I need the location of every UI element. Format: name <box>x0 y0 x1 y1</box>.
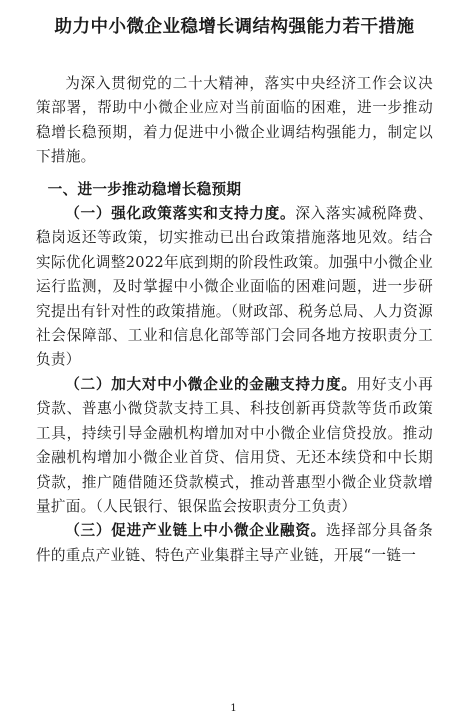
item-paragraph-3 <box>36 519 433 568</box>
item-heading-1: （一）强化政策落实和支持力度。 <box>65 205 296 223</box>
item-heading-3: （三）促进产业链上中小微企业融资。 <box>65 522 327 540</box>
item-paragraph-2 <box>36 373 433 519</box>
item-body-3: 选择部分具备条件的重点产业链、特色产业集群主导产业链，开展“一链一 <box>36 522 433 564</box>
item-heading-2: （二）加大对中小微企业的金融支持力度。 <box>65 375 357 393</box>
item-paragraph-1 <box>36 202 433 373</box>
document-title: 助力中小微企业稳增长调结构强能力若干措施 <box>54 17 415 37</box>
section-heading: 一、进一步推动稳增长稳预期 <box>47 180 242 198</box>
intro-paragraph: 为深入贯彻党的二十大精神，落实中央经济工作会议决策部署，帮助中小微企业应对当前面临的困难，进一步推动稳增长稳预期，着力促进中小微企业调结构强能力，制定以下措施。 <box>36 75 433 166</box>
item-body-2: 用好支小再贷款、普惠小微贷款支持工具、科技创新再贷款等货币政策工具，持续引导金融机构增加对中小微企业信贷投放。推动金融机构增加小微企业首贷、信用贷、无还本续贷和中长期贷款，推广随借随还贷款模式，推动普惠型小微企业贷款增量扩面。（人民银行、银保监会按职责分工负责） <box>36 375 433 515</box>
item-body-1: 深入落实减税降费、稳岗返还等政策，切实推动已出台政策措施落地见效。结合实际优化调整2022年底到期的阶段性政策。加强中小微企业运行监测，及时掌握中小微企业面临的困难问题，进一步研究提出有针对性的政策措施。（财政部、税务总局、人力资源社会保障部、工业和信息化部等部门会同各地方按职责分工负责） <box>36 205 433 369</box>
page-number: 1 <box>230 703 237 714</box>
